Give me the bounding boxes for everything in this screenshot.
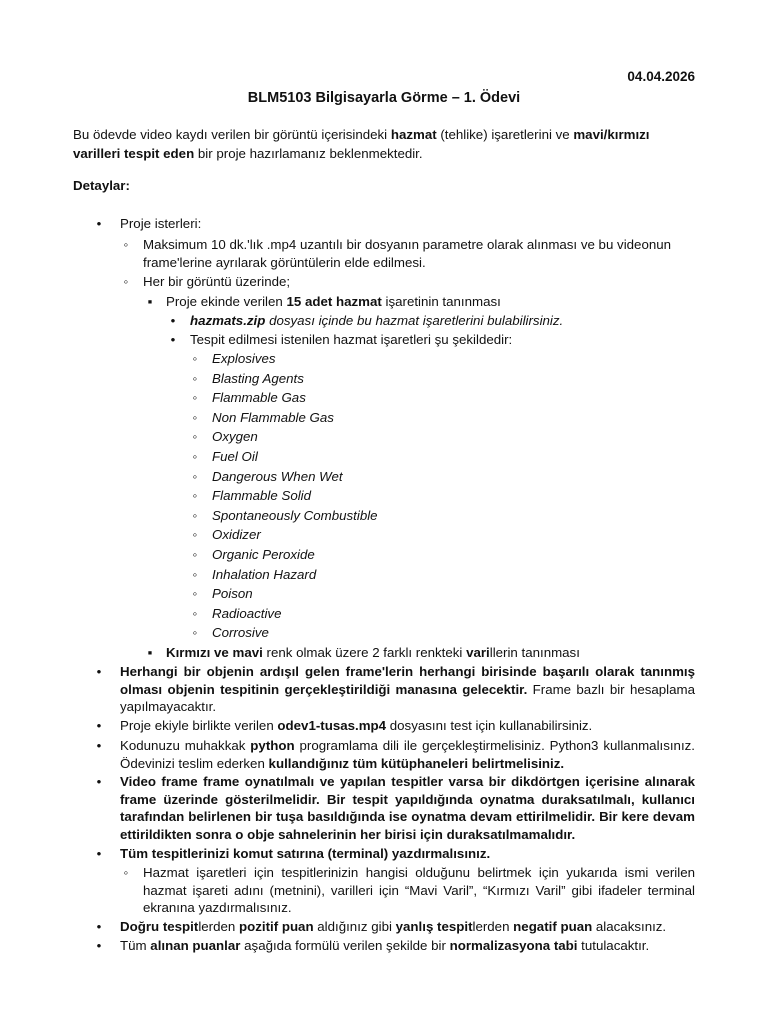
intro-paragraph bbox=[73, 125, 695, 163]
score-bold-negative: negatif puan bbox=[513, 919, 593, 934]
bullet-marker: ◦ bbox=[192, 488, 198, 504]
bullet-marker: ◦ bbox=[192, 449, 198, 464]
hazmat-sign-name: Dangerous When Wet bbox=[212, 468, 343, 484]
hazmat-sign-name: Flammable Gas bbox=[212, 390, 306, 406]
terminal-output-rule: Tüm tespitlerinizi komut satırına (terminal) yazdırmalısınız. bbox=[120, 846, 491, 861]
zip-file-text: dosyası içinde bu hazmat işaretlerini bulabilirsiniz. bbox=[265, 313, 564, 328]
hazmat-sign-name: Flammable Solid bbox=[212, 488, 312, 504]
barrel-bold-colors: Kırmızı ve mavi bbox=[166, 645, 263, 660]
norm-bold-points: alınan puanlar bbox=[150, 938, 241, 953]
bullet-marker: • bbox=[96, 919, 102, 934]
hazmat-sign-name: Radioactive bbox=[212, 605, 282, 621]
bullet-marker: • bbox=[96, 216, 102, 231]
object-detection-rule bbox=[120, 663, 695, 716]
score-bold-wrong: yanlış tespit bbox=[395, 919, 473, 934]
test-video-filename: odev1-tusas.mp4 bbox=[277, 718, 387, 733]
object-rule-bold: Herhangi bir objenin ardışıl gelen frame'lerin herhangi birisinde başarılı olarak tanınmış olması objenin tespitinin gerçekleştirildiği manasına gelecektir. bbox=[120, 664, 695, 697]
norm-text-a: Tüm bbox=[120, 938, 151, 953]
scoring-rule bbox=[120, 918, 695, 936]
bullet-marker: ◦ bbox=[123, 865, 129, 880]
norm-text-e: tutulacaktır. bbox=[577, 938, 650, 953]
bullet-marker: • bbox=[96, 738, 102, 753]
video-display-rule: Video frame frame oynatılmalı ve yapılan tespitler varsa bir dikdörtgen içerisine alınarak frame üzerinde gösterilmelidir. Bir tespit yapıldığında oynatma duraksatılmalı, kullanıcı tarafından belirlenen bir tuşa basıldığında ise oynatma devam ettirilmelidir. Bir kere devam ettirildikten sonra o obje sahnelerinin her birisi için duraksatılmamalıdır. bbox=[120, 774, 695, 842]
document-title: BLM5103 Bilgisayarla Görme – 1. Ödevi bbox=[247, 90, 521, 106]
test-video-item bbox=[120, 717, 695, 735]
score-text-b: lerden bbox=[198, 919, 239, 934]
bullet-marker: ◦ bbox=[192, 586, 198, 602]
hazmat-text-a: Proje ekinde verilen bbox=[166, 294, 287, 309]
hazmat-sign-name: Spontaneously Combustible bbox=[212, 507, 378, 523]
barrel-bold-vari: vari bbox=[466, 645, 490, 660]
bullet-marker: • bbox=[170, 313, 176, 328]
score-text-f: lerden bbox=[472, 919, 514, 934]
bullet-marker: ◦ bbox=[192, 605, 198, 621]
details-heading: Detaylar: bbox=[73, 178, 130, 193]
intro-text-1: Bu ödevde video kaydı verilen bir görüntü içerisindeki bbox=[73, 127, 391, 142]
object-rule-text: Frame bazlı bir hesaplama yapılmayacaktır. bbox=[120, 681, 696, 714]
test-text-a: Proje ekiyle birlikte verilen bbox=[120, 718, 278, 733]
hazmat-sign-name: Corrosive bbox=[212, 625, 269, 641]
normalization-rule bbox=[120, 937, 695, 955]
hazmat-list-intro: Tespit edilmesi istenilen hazmat işaretleri şu şekildedir: bbox=[190, 332, 513, 347]
bullet-marker: • bbox=[96, 774, 102, 789]
terminal-output-detail: Hazmat işaretleri için tespitlerinizin hangisi olduğunu belirtmek için yukarıda ismi verilen hazmat işareti adını (metnini), varilleri için “Mavi Varil”, “Kırmızı Varil” gibi ifadeler terminal ekranına yazdırmalısınız. bbox=[143, 865, 695, 915]
bullet-marker: ◦ bbox=[192, 370, 198, 386]
hazmat-sign-name: Inhalation Hazard bbox=[212, 566, 317, 582]
hazmat-sign-name: Blasting Agents bbox=[212, 370, 304, 386]
hazmat-sign-name: Organic Peroxide bbox=[212, 547, 315, 562]
intro-bold-hazmat: hazmat bbox=[390, 127, 437, 142]
bullet-marker: ◦ bbox=[192, 566, 198, 582]
intro-bold-barrels: mavi/kırmızı varilleri tespit eden bbox=[73, 127, 650, 161]
hazmat-sign-name: Oxygen bbox=[212, 429, 258, 445]
hazmat-sign-name: Oxidizer bbox=[212, 527, 261, 543]
bullet-marker: • bbox=[170, 332, 176, 347]
bullet-marker: • bbox=[96, 718, 102, 733]
bullet-marker: • bbox=[96, 664, 102, 679]
hazmat-sign-name: Poison bbox=[212, 586, 253, 602]
bullet-marker: ◦ bbox=[192, 527, 198, 543]
hazmat-bold-count: 15 adet hazmat bbox=[286, 294, 382, 309]
bullet-marker: ◦ bbox=[192, 468, 198, 484]
hazmat-sign-name: Non Flammable Gas bbox=[212, 409, 334, 425]
bullet-marker: ◦ bbox=[123, 274, 129, 289]
score-text-h: alacaksınız. bbox=[592, 919, 667, 934]
bullet-marker: ▪ bbox=[147, 645, 153, 660]
bullet-marker: ◦ bbox=[192, 547, 198, 562]
barrel-text-d: llerin tanınması bbox=[489, 645, 580, 660]
zip-file-name: hazmats.zip bbox=[190, 313, 266, 328]
hazmat-sign-name: Fuel Oil bbox=[212, 449, 258, 464]
requirement-video-input: Maksimum 10 dk.'lık .mp4 uzantılı bir dosyanın parametre olarak alınması ve bu videonun frame'lerine ayrılarak görüntülerin elde edilmesi. bbox=[143, 237, 672, 270]
intro-text-3: bir proje hazırlamanız beklenmektedir. bbox=[194, 146, 423, 161]
document-date: 04.04.2026 bbox=[627, 69, 695, 84]
bullet-marker: ◦ bbox=[192, 390, 198, 406]
bullet-marker: ◦ bbox=[192, 507, 198, 523]
code-bold-python: python bbox=[250, 738, 295, 753]
bullet-marker: ▪ bbox=[147, 294, 153, 309]
hazmat-recognition-item bbox=[166, 293, 695, 311]
barrel-recognition-item bbox=[166, 644, 695, 662]
bullet-marker: ◦ bbox=[192, 351, 198, 366]
bullet-marker: ◦ bbox=[123, 237, 129, 252]
barrel-text-b: renk olmak üzere 2 farklı renkteki bbox=[262, 645, 467, 660]
bullet-marker: ◦ bbox=[192, 429, 198, 445]
norm-bold-normalization: normalizasyona tabi bbox=[449, 938, 578, 953]
score-text-d: aldığınız gibi bbox=[313, 919, 396, 934]
score-bold-positive: pozitif puan bbox=[238, 919, 314, 934]
intro-text-2: (tehlike) işaretlerini ve bbox=[436, 127, 574, 142]
python-requirement bbox=[120, 737, 695, 772]
requirement-per-frame: Her bir görüntü üzerinde; bbox=[143, 274, 291, 289]
code-bold-libraries: kullandığınız tüm kütüphaneleri belirtmelisiniz. bbox=[268, 755, 565, 771]
bullet-marker: • bbox=[96, 846, 102, 861]
zip-file-note bbox=[190, 312, 695, 330]
bullet-marker: • bbox=[96, 938, 102, 953]
hazmat-text-c: işaretinin tanınması bbox=[381, 294, 501, 309]
test-text-c: dosyasını test için kullanabilirsiniz. bbox=[386, 718, 593, 733]
code-text-a: Kodunuzu muhakkak bbox=[120, 738, 251, 753]
norm-text-c: aşağıda formülü verilen şekilde bir bbox=[240, 938, 450, 953]
score-bold-correct: Doğru tespit bbox=[120, 919, 199, 934]
hazmat-sign-name: Explosives bbox=[212, 351, 276, 366]
project-requirements-label: Proje isterleri: bbox=[120, 216, 202, 231]
bullet-marker: ◦ bbox=[192, 625, 198, 641]
bullet-marker: ◦ bbox=[192, 409, 198, 425]
code-text-c: programlama dili ile gerçekleştirmelisiniz. Python3 kullanmalısınız. Ödevinizi teslim ederken bbox=[120, 738, 695, 771]
